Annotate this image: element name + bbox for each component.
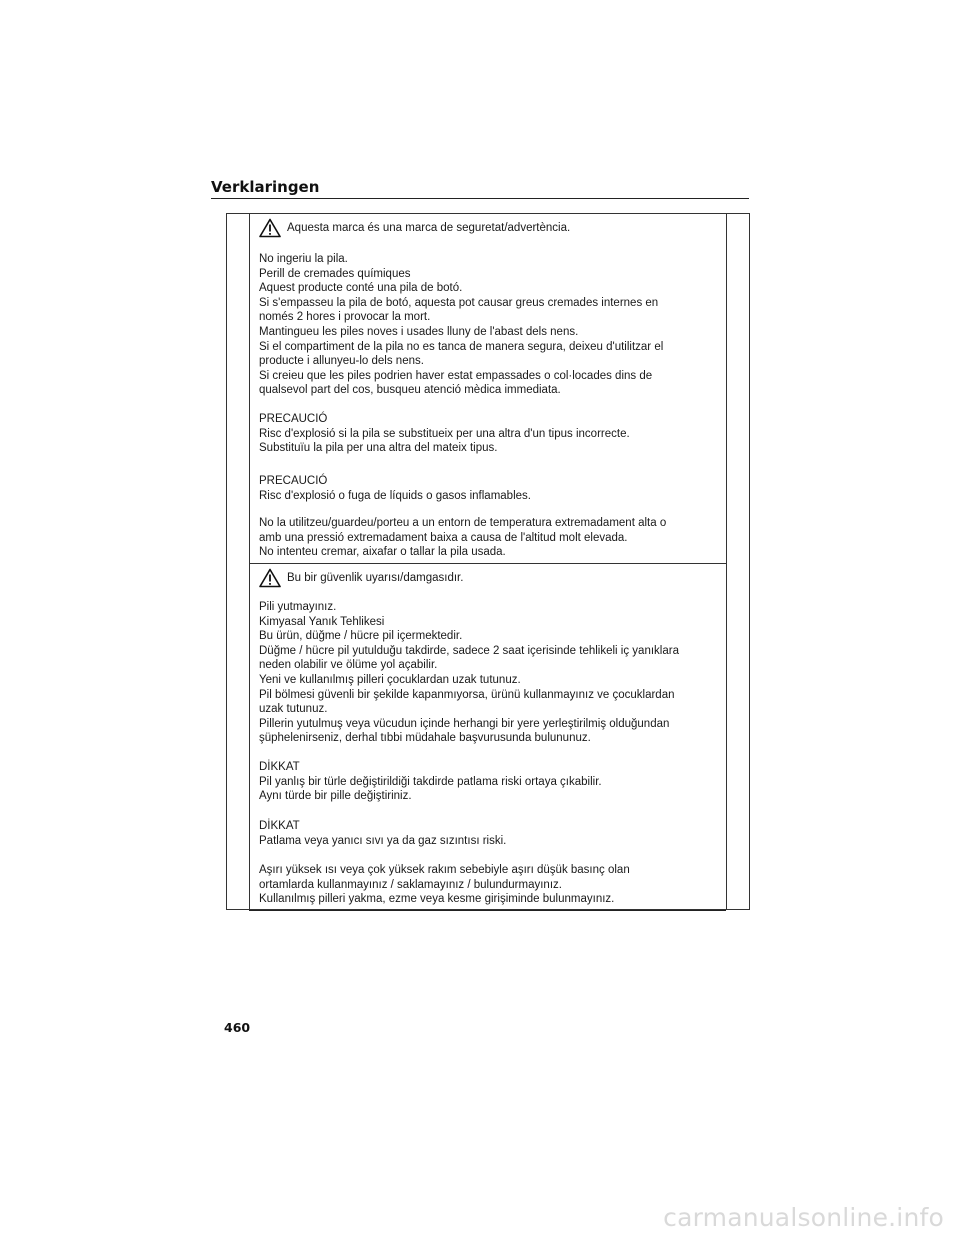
text-line: Aquest producte conté una pila de botó. (259, 282, 463, 295)
text-line: Pil bölmesi güvenli bir şekilde kapanmıyorsa, ürünü kullanmayınız ve çocuklardan (259, 688, 675, 701)
text-line: Substituïu la pila per una altra del mateix tipus. (259, 442, 498, 455)
catalan-battery-hazard-block (259, 252, 721, 398)
text-line: Si el compartiment de la pila no es tanca de manera segura, deixeu d'utilitzar el (259, 340, 664, 353)
caution-heading: DİKKAT (259, 761, 300, 773)
text-line: qualsevol part del cos, busqueu atenció mèdica immediata. (259, 384, 561, 397)
catalan-environment-block (259, 516, 721, 560)
turkish-caution-block-2 (259, 819, 721, 848)
page-number: 460 (224, 1020, 251, 1035)
text-line: ortamlarda kullanmayınız / saklamayınız / bulundurmayınız. (259, 878, 562, 891)
text-line: Bu ürün, düğme / hücre pil içermektedir. (259, 630, 463, 643)
text-line: Si creieu que les piles podrien haver estat empassades o col·locades dins de (259, 369, 653, 382)
text-line: Mantingueu les piles noves i usades lluny de l'abast dels nens. (259, 325, 579, 338)
title-divider (211, 198, 749, 199)
text-line: Yeni ve kullanılmış pilleri çocuklardan uzak tutunuz. (259, 673, 521, 686)
turkish-warning-panel (249, 563, 726, 911)
catalan-warning-row (259, 218, 570, 238)
section-title: Verklaringen (211, 178, 320, 196)
text-line: şüphelenirseniz, derhal tıbbi müdahale başvurusunda bulununuz. (259, 732, 591, 745)
catalan-caution-block-1 (259, 412, 721, 456)
text-line: Aşırı yüksek ısı veya çok yüksek rakım sebebiyle aşırı düşük basınç olan (259, 864, 630, 876)
caution-heading: PRECAUCIÓ (259, 413, 328, 425)
text-line: només 2 hores i provocar la mort. (259, 311, 431, 324)
table-right-divider (726, 214, 727, 909)
text-line: No ingeriu la pila. (259, 253, 348, 265)
catalan-warning-panel (249, 213, 726, 564)
text-line: Pili yutmayınız. (259, 601, 337, 613)
turkish-environment-block (259, 863, 721, 907)
text-line: uzak tutunuz. (259, 703, 328, 716)
text-line: Kimyasal Yanık Tehlikesi (259, 615, 385, 628)
text-line: Düğme / hücre pil yutulduğu takdirde, sadece 2 saat içerisinde tehlikeli iç yanıklara (259, 644, 679, 657)
text-line: Aynı türde bir pille değiştiriniz. (259, 790, 412, 803)
text-line: Kullanılmış pilleri yakma, ezme veya kesme girişiminde bulunmayınız. (259, 893, 615, 906)
watermark: carmanualsonline.info (663, 1203, 944, 1232)
caution-heading: DİKKAT (259, 820, 300, 832)
caution-heading: PRECAUCIÓ (259, 475, 328, 487)
text-line: Patlama veya yanıcı sıvı ya da gaz sızıntısı riski. (259, 834, 507, 847)
text-line: Risc d'explosió o fuga de líquids o gasos inflamables. (259, 489, 531, 502)
text-line: neden olabilir ve ölüme yol açabilir. (259, 659, 438, 672)
text-line: producte i allunyeu-lo dels nens. (259, 355, 424, 368)
text-line: Pillerin yutulmuş veya vücudun içinde herhangi bir yere yerleştirilmiş olduğundan (259, 717, 670, 730)
text-line: Risc d'explosió si la pila se substitueix per una altra d'un tipus incorrecte. (259, 427, 630, 440)
text-line: Perill de cremades químiques (259, 267, 411, 280)
text-line: amb una pressió extremadament baixa a causa de l'altitud molt elevada. (259, 531, 628, 544)
text-line: No la utilitzeu/guardeu/porteu a un entorn de temperatura extremadament alta o (259, 517, 667, 529)
text-line: Pil yanlış bir türle değiştirildiği takdirde patlama riski ortaya çıkabilir. (259, 775, 602, 788)
turkish-battery-hazard-block (259, 600, 721, 746)
warning-triangle-icon (259, 568, 281, 588)
turkish-warning-text: Bu bir güvenlik uyarısı/damgasıdır. (287, 572, 464, 584)
warning-triangle-icon (259, 218, 281, 238)
catalan-caution-block-2 (259, 474, 721, 503)
turkish-warning-row (259, 568, 463, 588)
text-line: No intenteu cremar, aixafar o tallar la pila usada. (259, 546, 506, 559)
text-line: Si s'empasseu la pila de botó, aquesta pot causar greus cremades internes en (259, 296, 659, 309)
catalan-warning-text: Aquesta marca és una marca de seguretat/advertència. (287, 222, 571, 234)
turkish-caution-block-1 (259, 760, 721, 804)
